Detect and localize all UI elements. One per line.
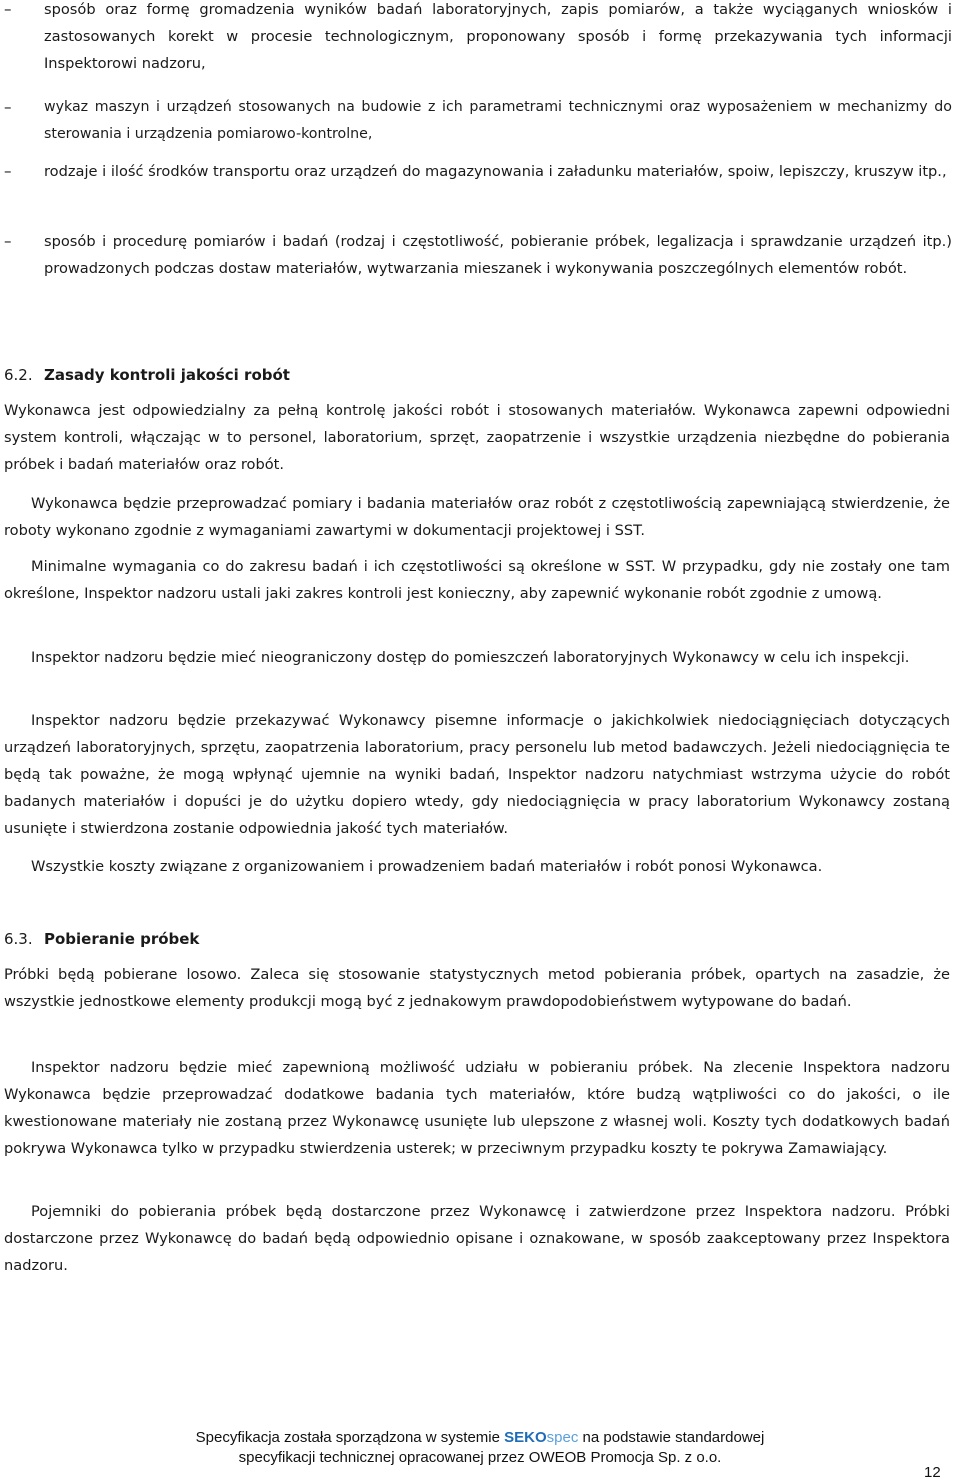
- list-item-text: sposób i procedurę pomiarów i badań (rodzaj i częstotliwość, pobieranie próbek, legalizacja i sprawdzanie urządzeń itp.) prowadzonych podczas dostaw materiałów, wytwarzania mieszanek i wykonywania poszczególnych elementów robót.: [44, 233, 952, 277]
- section-heading-6-2: [4, 362, 290, 389]
- footer-line-1: [0, 1428, 960, 1448]
- page-number: 12: [924, 1464, 941, 1481]
- paragraph: Minimalne wymagania co do zakresu badań i ich częstotliwości są określone w SST. W przypadku, gdy nie zostały one tam określone, Inspektor nadzoru ustali jaki zakres kontroli jest konieczny, aby zapewnić wykonanie robót zgodnie z umową.: [4, 558, 950, 602]
- page-footer: [0, 1428, 960, 1468]
- paragraph: Próbki będą pobierane losowo. Zaleca się stosowanie statystycznych metod pobierania próbek, opartych na zasadzie, że wszystkie jednostkowe elementy produkcji mogą być z jednakowym prawdopodobieństwem wytypowane do badań.: [4, 966, 950, 1010]
- section-number: 6.3.: [4, 930, 33, 948]
- paragraph: Wszystkie koszty związane z organizowaniem i prowadzeniem badań materiałów i robót ponosi Wykonawca.: [31, 858, 823, 875]
- paragraph: Pojemniki do pobierania próbek będą dostarczone przez Wykonawcę i zatwierdzone przez Inspektora nadzoru. Próbki dostarczone przez Wykonawcę do badań będą odpowiednio opisane i oznakowane, w sposób zaakceptowany przez Inspektora nadzoru.: [4, 1203, 950, 1274]
- bullet-dash: –: [4, 98, 12, 116]
- section-heading-6-3: [4, 926, 199, 953]
- paragraph: Inspektor nadzoru będzie przekazywać Wykonawcy pisemne informacje o jakichkolwiek niedociągnięciach dotyczących urządzeń laboratoryjnych, sprzętu, zaopatrzenia laboratorium, pracy personelu lub metod badawczych. Jeżeli niedociągnięcia te będą tak poważne, że mogą wpłynąć ujemnie na wyniki badań, Inspektor nadzoru natychmiast wstrzyma użycie do robót badanych materiałów i dopuści je do użytku dopiero wtedy, gdy niedociągnięcia w pracy laboratorium Wykonawcy zostaną usunięte i stwierdzona zostanie odpowiednia jakość tych materiałów.: [4, 712, 950, 837]
- list-item-text: sposób oraz formę gromadzenia wyników badań laboratoryjnych, zapis pomiarów, a także wyciąganych wniosków i zastosowanych korekt w procesie technologicznym, proponowany sposób i formę przekazywania tych informacji Inspektorowi nadzoru,: [44, 1, 952, 72]
- list-item-text: rodzaje i ilość środków transportu oraz urządzeń do magazynowania i załadunku materiałów, spoiw, lepiszczy, kruszyw itp.,: [44, 163, 947, 180]
- paragraph: Wykonawca jest odpowiedzialny za pełną kontrolę jakości robót i stosowanych materiałów. Wykonawca zapewni odpowiedni system kontroli, włączając w to personel, laboratorium, sprzęt, zaopatrzenie i wszystkie urządzenia niezbędne do pobierania próbek i badań materiałów oraz robót.: [4, 402, 950, 473]
- footer-text: Specyfikacja została sporządzona w systemie: [195, 1429, 505, 1446]
- footer-text: na podstawie standardowej: [578, 1429, 765, 1446]
- sekospec-logo-seko: SEKO: [504, 1429, 547, 1446]
- paragraph: Inspektor nadzoru będzie mieć zapewnioną możliwość udziału w pobieraniu próbek. Na zlecenie Inspektora nadzoru Wykonawca będzie przeprowadzać dodatkowe badania tych materiałów, które budzą wątpliwości co do jakości, o ile kwestionowane materiały nie zostaną przez Wykonawcę usunięte lub ulepszone z własnej woli. Koszty tych dodatkowych badań pokrywa Wykonawca tylko w przypadku stwierdzenia usterek; w przeciwnym przypadku koszty te pokrywa Zamawiający.: [4, 1059, 950, 1157]
- footer-line-2: specyfikacji technicznej opracowanej przez OWEOB Promocja Sp. z o.o.: [238, 1449, 722, 1466]
- section-number: 6.2.: [4, 366, 33, 384]
- section-title: Pobieranie próbek: [44, 930, 200, 948]
- paragraph: Inspektor nadzoru będzie mieć nieograniczony dostęp do pomieszczeń laboratoryjnych Wykonawcy w celu ich inspekcji.: [31, 649, 910, 666]
- section-title: Zasady kontroli jakości robót: [44, 366, 290, 384]
- sekospec-logo-spec: spec: [546, 1429, 579, 1446]
- paragraph: Wykonawca będzie przeprowadzać pomiary i badania materiałów oraz robót z częstotliwością zapewniającą stwierdzenie, że roboty wykonano zgodnie z wymaganiami zawartymi w dokumentacji projektowej i SST.: [4, 495, 950, 539]
- bullet-dash: –: [4, 0, 12, 18]
- list-item-text: wykaz maszyn i urządzeń stosowanych na budowie z ich parametrami technicznymi oraz wyposażeniem w mechanizmy do sterowania i urządzenia pomiarowo-kontrolne,: [44, 99, 952, 142]
- bullet-dash: –: [4, 232, 12, 250]
- bullet-dash: –: [4, 162, 12, 180]
